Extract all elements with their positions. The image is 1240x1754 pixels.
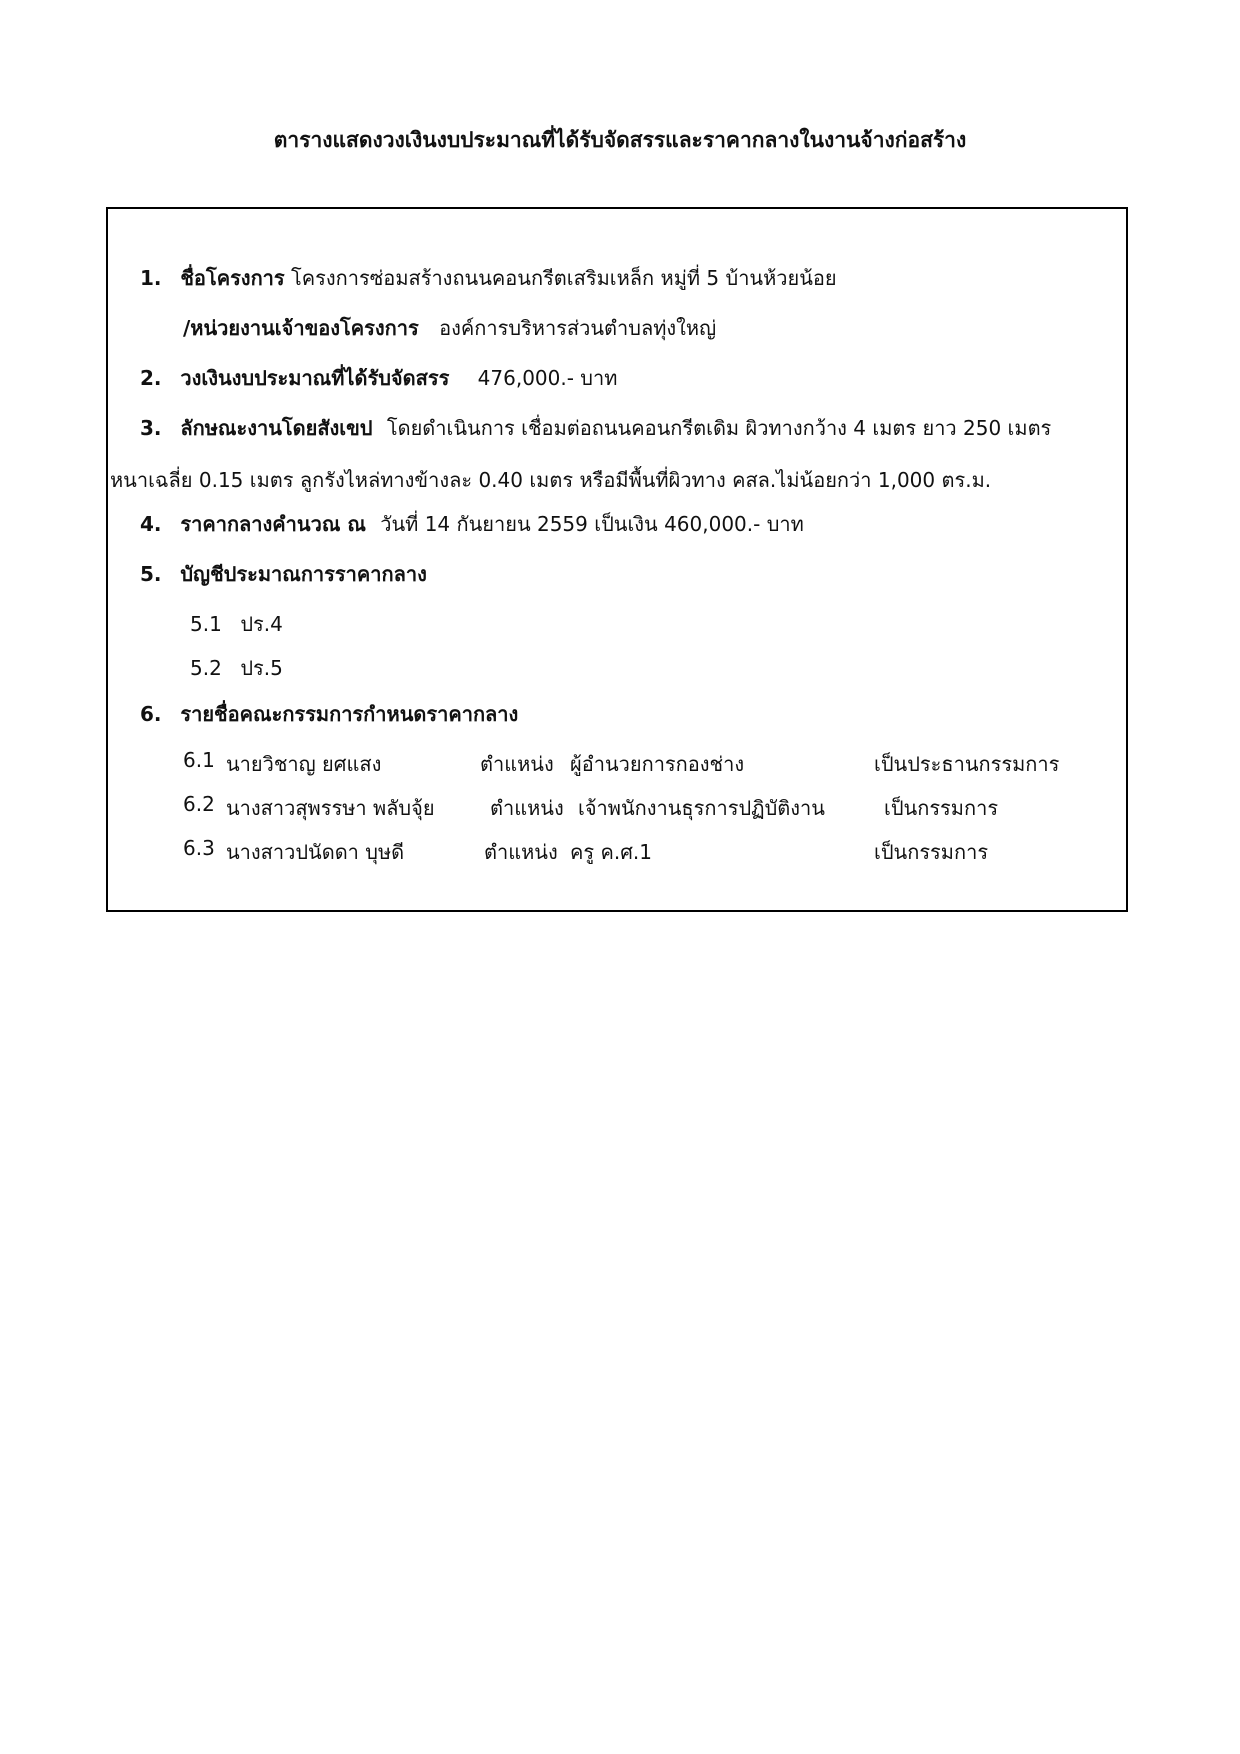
committee-name-1: นายวิชาญ ยศแสง [226,752,382,776]
committee-pos-label-2: ตำแหน่ง [490,796,564,820]
sub-item-text: ปร.5 [240,656,283,680]
committee-name-2: นางสาวสุพรรษา พลับจุ้ย [226,796,435,820]
item-number: 6. [140,702,162,726]
sub-item-5-1 [190,608,283,640]
item-number: 1. [140,266,162,290]
sub-item-5-2 [190,652,283,684]
committee-name-3: นางสาวปนัดดา บุษดี [226,840,405,864]
item-number: 2. [140,366,162,390]
committee-num-1: 6.1 [183,748,215,772]
committee-pos-label-1: ตำแหน่ง [480,752,554,776]
committee-role-3: เป็นกรรมการ [874,840,989,864]
item-committee [140,698,518,730]
item-label: ลักษณะงานโดยสังเขป [180,416,373,440]
item-price-estimate [140,558,427,590]
item-value: โดยดำเนินการ เชื่อมต่อถนนคอนกรีตเดิม ผิวทางกว้าง 4 เมตร ยาว 250 เมตร [386,416,1052,440]
committee-position-1: ผู้อำนวยการกองช่าง [570,752,745,776]
item-work-description-cont [110,464,991,496]
item-number: 4. [140,512,162,536]
item-label: ชื่อโครงการ [180,266,285,290]
item-project-name [140,262,837,294]
item-label: ราคากลางคำนวณ ณ [180,512,366,536]
item-value: องค์การบริหารส่วนตำบลทุ่งใหญ่ [439,316,717,340]
committee-num-3: 6.3 [183,836,215,860]
sub-item-text: ปร.4 [240,612,283,636]
item-value-continued: หนาเฉลี่ย 0.15 เมตร ลูกรังไหล่ทางข้างละ 0.40 เมตร หรือมีพื้นที่ผิวทาง คสล.ไม่น้อยกว่า 1,000 ตร.ม. [110,468,992,492]
item-label: รายชื่อคณะกรรมการกำหนดราคากลาง [180,702,519,726]
item-number: 5. [140,562,162,586]
item-value: 476,000.- บาท [477,366,618,390]
item-work-description [140,412,1051,444]
document-title: ตารางแสดงวงเงินงบประมาณที่ได้รับจัดสรรและราคากลางในงานจ้างก่อสร้าง [273,128,967,152]
committee-num-2: 6.2 [183,792,215,816]
item-median-price [140,508,804,540]
item-budget [140,362,617,394]
sub-item-number: 5.2 [190,656,222,680]
committee-position-3: ครู ค.ศ.1 [570,840,652,864]
item-label: /หน่วยงานเจ้าของโครงการ [183,316,419,340]
item-owner-agency [183,312,716,344]
item-value: โครงการซ่อมสร้างถนนคอนกรีตเสริมเหล็ก หมู่ที่ 5 บ้านห้วยน้อย [291,266,837,290]
sub-item-number: 5.1 [190,612,222,636]
committee-role-1: เป็นประธานกรรมการ [874,752,1060,776]
committee-role-2: เป็นกรรมการ [884,796,999,820]
committee-position-2: เจ้าพนักงานธุรการปฏิบัติงาน [578,796,825,820]
item-value: วันที่ 14 กันยายน 2559 เป็นเงิน 460,000.- บาท [380,512,804,536]
committee-pos-label-3: ตำแหน่ง [484,840,558,864]
item-label: บัญชีประมาณการราคากลาง [180,562,427,586]
item-label: วงเงินงบประมาณที่ได้รับจัดสรร [180,366,450,390]
item-number: 3. [140,416,162,440]
